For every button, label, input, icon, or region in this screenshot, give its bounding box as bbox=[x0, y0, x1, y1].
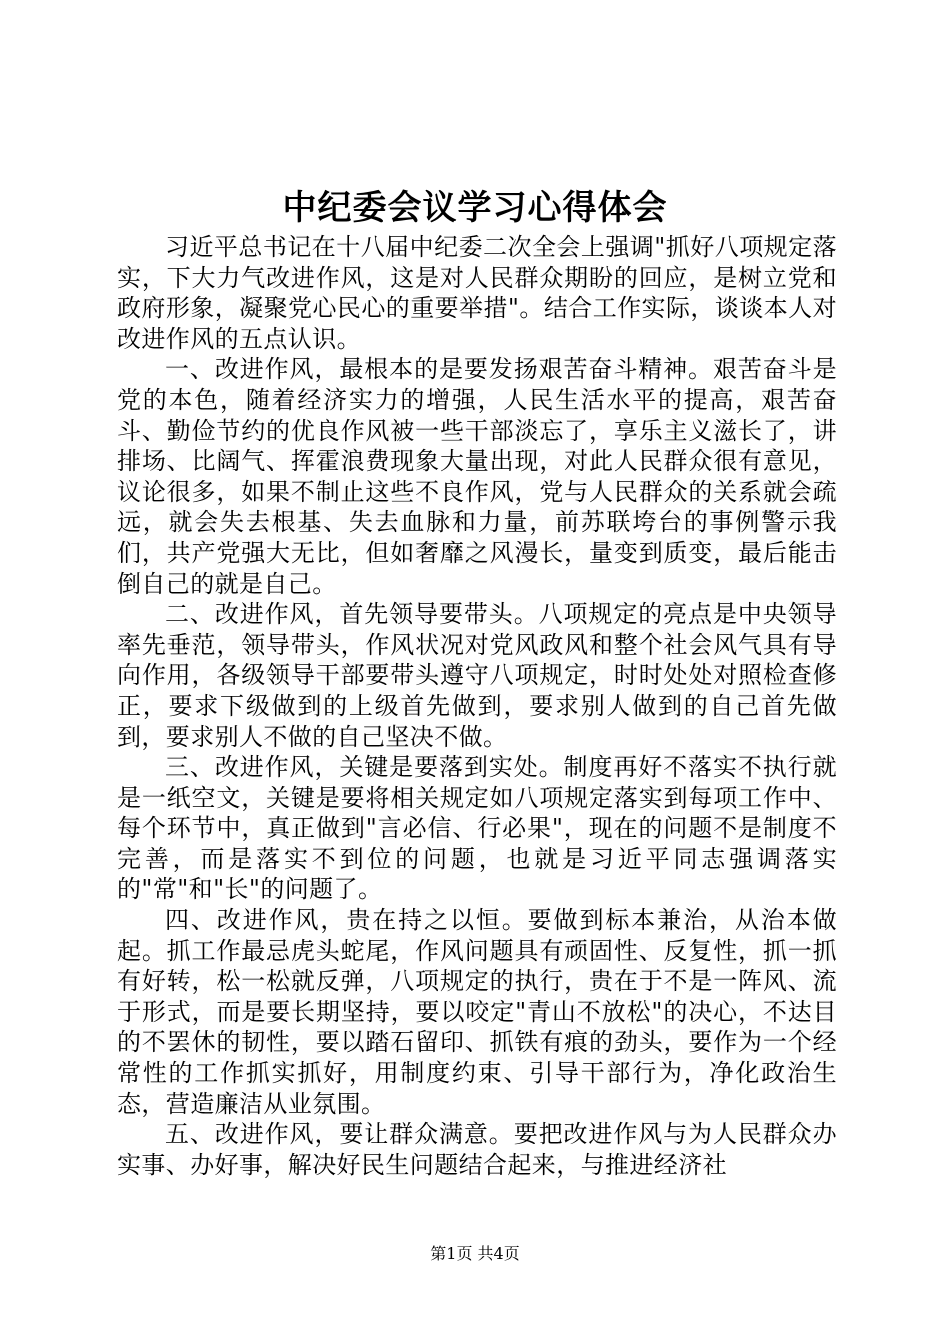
document-title: 中纪委会议学习心得体会 bbox=[282, 188, 668, 228]
document-body bbox=[117, 232, 837, 1180]
paragraph-point-5: 五、改进作风，要让群众满意。要把改进作风与为人民群众办实事、办好事，解决好民生问题结合起来，与推进经济社 bbox=[117, 1120, 837, 1179]
paragraph-point-3: 三、改进作风，关键是要落到实处。制度再好不落实不执行就是一纸空文，关键是要将相关规定如八项规定落实到每项工作中、每个环节中，真正做到"言必信、行必果"，现在的问题不是制度不完善，而是落实不到位的问题，也就是习近平同志强调落实的"常"和"长"的问题了。 bbox=[117, 753, 837, 904]
paragraph-point-4: 四、改进作风，贵在持之以恒。要做到标本兼治，从治本做起。抓工作最忌虎头蛇尾，作风问题具有顽固性、反复性，抓一抓有好转，松一松就反弹，八项规定的执行，贵在于不是一阵风、流于形式，而是要长期坚持，要以咬定"青山不放松"的决心，不达目的不罢休的韧性，要以踏石留印、抓铁有痕的劲头，要作为一个经常性的工作抓实抓好，用制度约束、引导干部行为，净化政治生态，营造廉洁从业氛围。 bbox=[117, 906, 837, 1118]
paragraph-intro: 习近平总书记在十八届中纪委二次全会上强调"抓好八项规定落实，下大力气改进作风，这是对人民群众期盼的回应，是树立党和政府形象，凝聚党心民心的重要举措"。结合工作实际，谈谈本人对改进作风的五点认识。 bbox=[117, 233, 837, 353]
paragraph-point-2: 二、改进作风，首先领导要带头。八项规定的亮点是中央领导率先垂范，领导带头，作风状况对党风政风和整个社会风气具有导向作用，各级领导干部要带头遵守八项规定，时时处处对照检查修正，要求下级做到的上级首先做到，要求别人做到的自己首先做到，要求别人不做的自己坚决不做。 bbox=[117, 600, 837, 751]
page-footer: 第1页 共4页 bbox=[430, 1244, 520, 1263]
paragraph-point-1: 一、改进作风，最根本的是要发扬艰苦奋斗精神。艰苦奋斗是党的本色，随着经济实力的增强，人民生活水平的提高，艰苦奋斗、勤俭节约的优良作风被一些干部淡忘了，享乐主义滋长了，讲排场、比阔气、挥霍浪费现象大量出现，对此人民群众很有意见，议论很多，如果不制止这些不良作风，党与人民群众的关系就会疏远，就会失去根基、失去血脉和力量，前苏联垮台的事例警示我们，共产党强大无比，但如奢靡之风漫长，量变到质变，最后能击倒自己的就是自己。 bbox=[117, 355, 837, 598]
